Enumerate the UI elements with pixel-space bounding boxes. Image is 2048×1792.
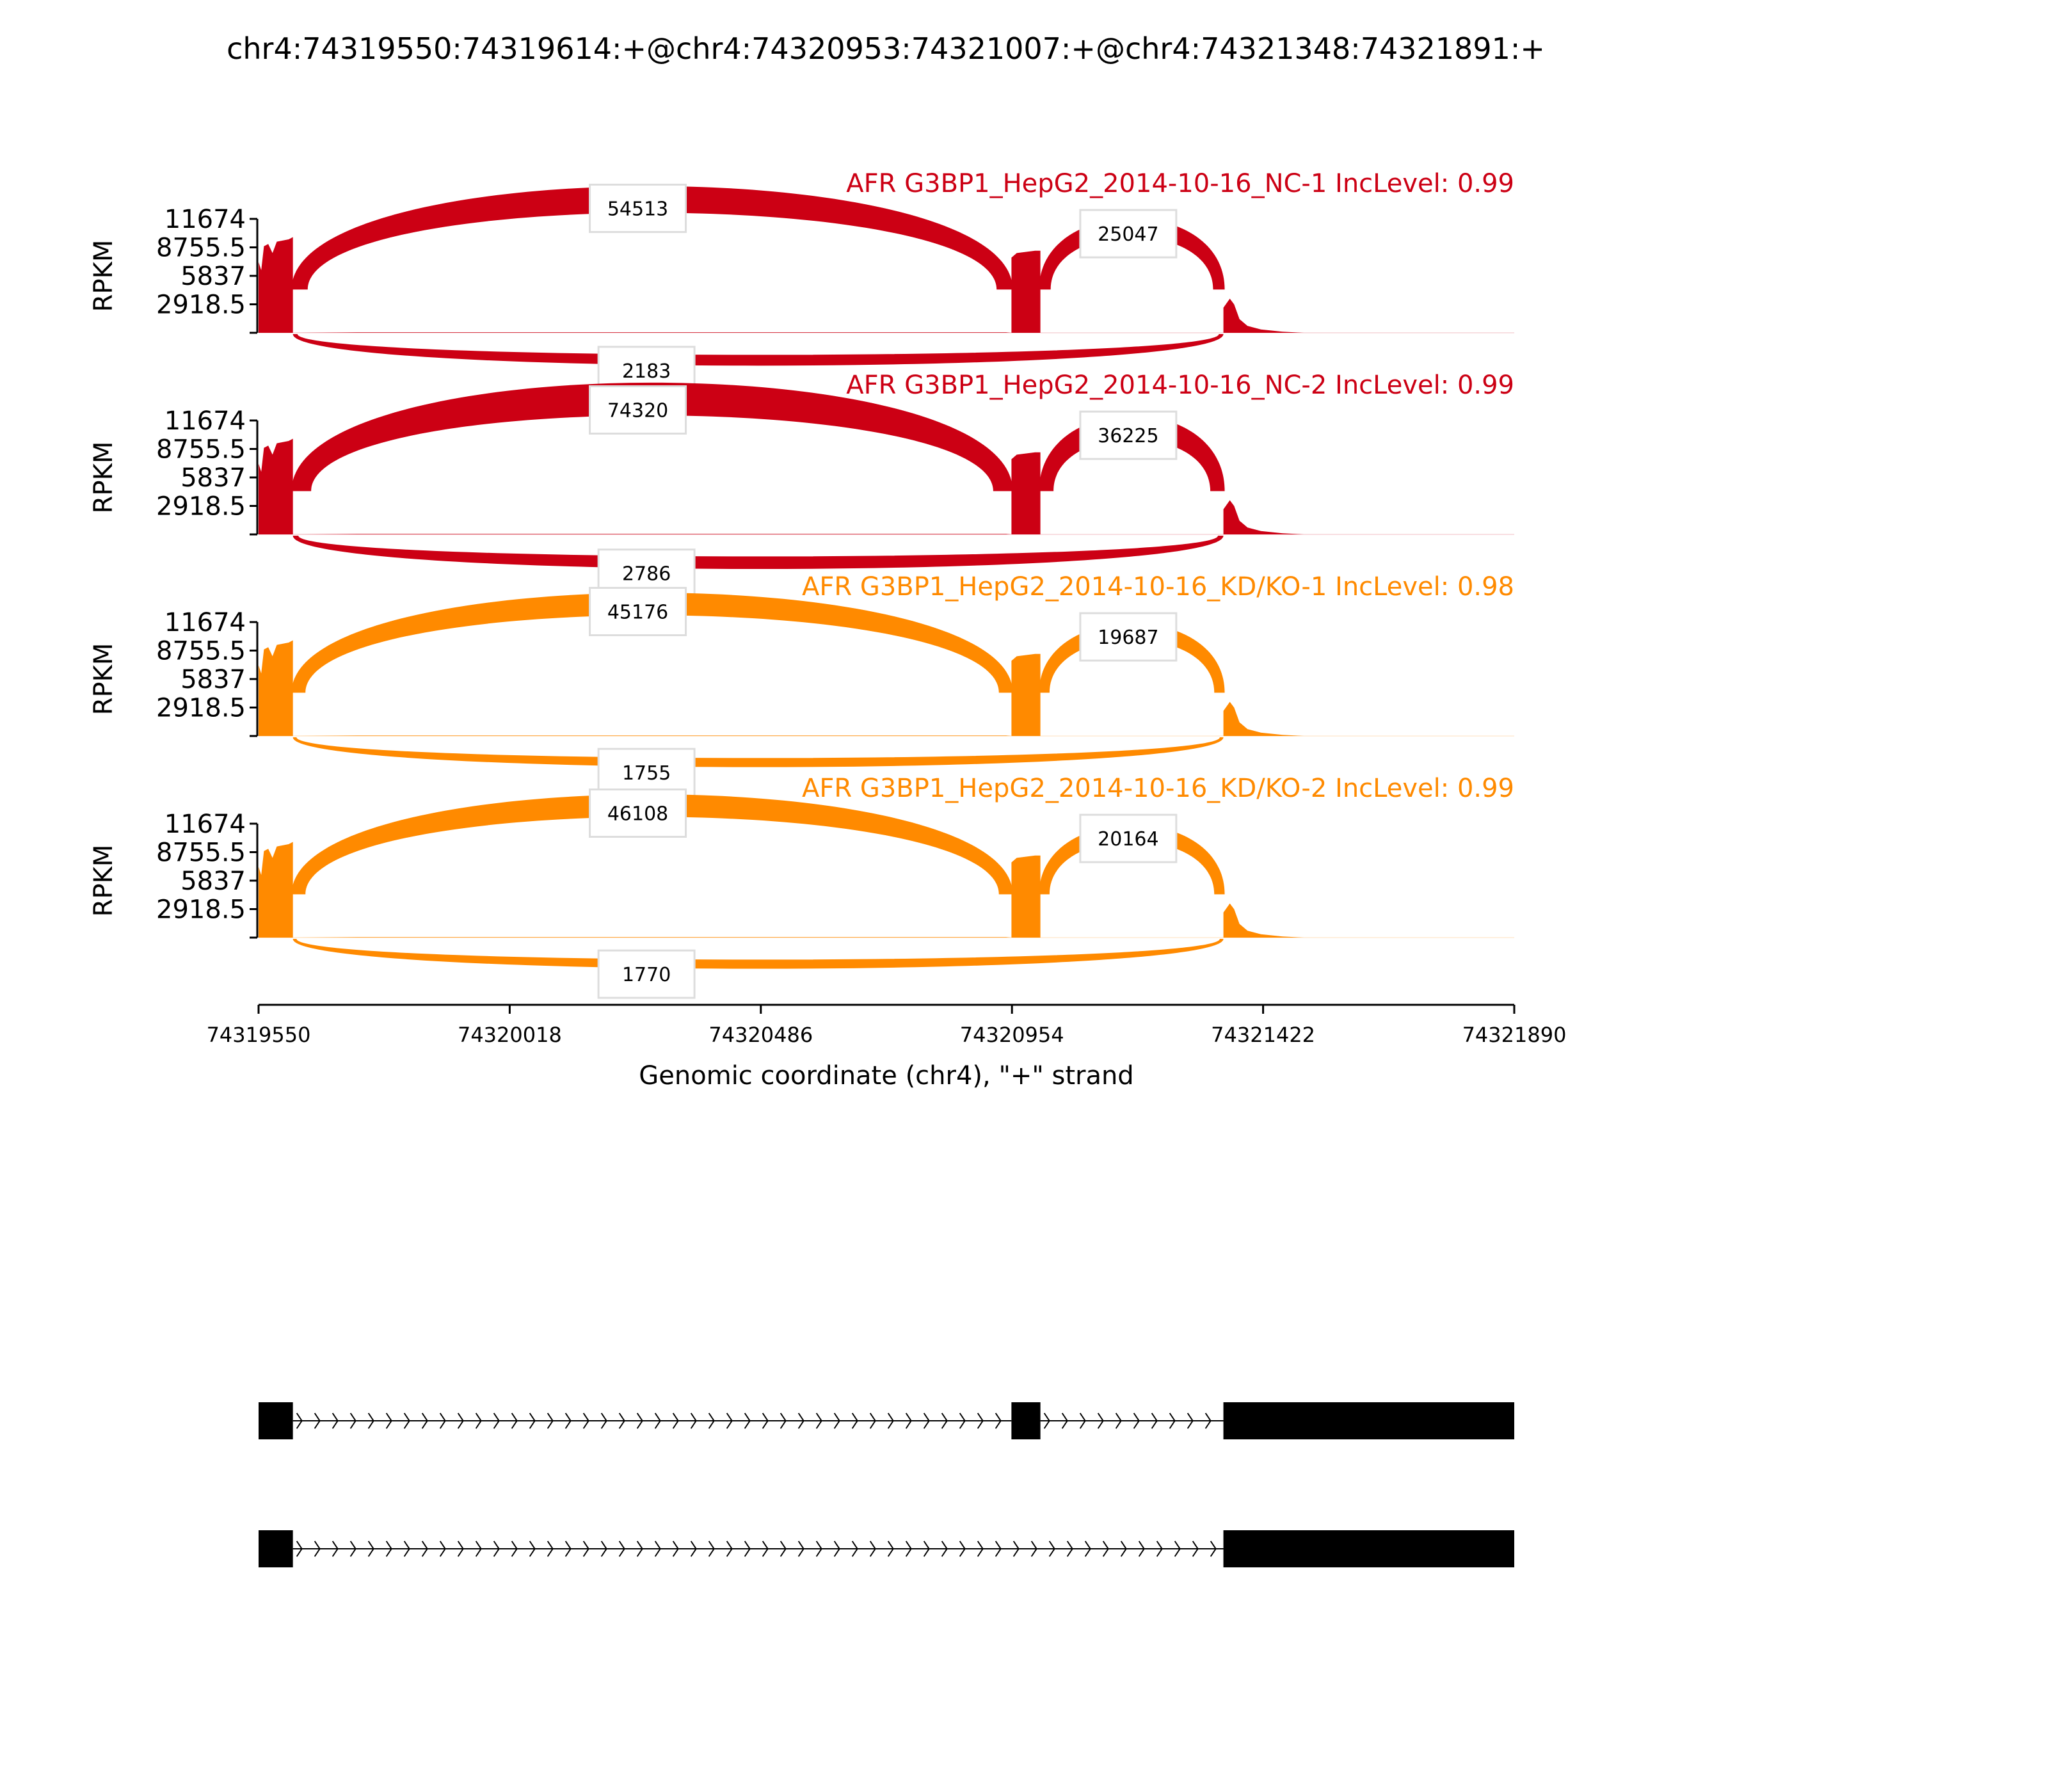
y-axis-label: RPKM xyxy=(89,643,118,716)
panel-sample-label: AFR G3BP1_HepG2_2014-10-16_KD/KO-2 IncLevel: 0.99 xyxy=(801,774,1514,803)
junction-count-label: 36225 xyxy=(1098,425,1159,448)
y-tick-label: 11674 xyxy=(164,810,246,839)
transcript-model xyxy=(259,1402,1514,1439)
sashimi-panel xyxy=(89,169,1514,394)
y-tick-label: 5837 xyxy=(180,463,246,493)
panel-sample-label: AFR G3BP1_HepG2_2014-10-16_NC-1 IncLevel: 0.99 xyxy=(846,169,1514,198)
exon-block xyxy=(259,1530,293,1567)
x-tick-label: 74320018 xyxy=(457,1023,562,1047)
y-tick-label: 11674 xyxy=(164,608,246,637)
y-tick-label: 8755.5 xyxy=(156,435,246,465)
y-tick-label: 2918.5 xyxy=(156,895,246,925)
y-tick-label: 5837 xyxy=(180,867,246,896)
sashimi-panel xyxy=(89,572,1514,796)
x-tick-label: 74320954 xyxy=(959,1023,1064,1047)
junction-arc xyxy=(293,737,1224,767)
sashimi-panel xyxy=(89,774,1514,998)
coverage-area xyxy=(259,237,1514,333)
y-tick-label: 2918.5 xyxy=(156,290,246,320)
junction-count-label: 54513 xyxy=(607,198,669,221)
junction-count-label: 45176 xyxy=(607,601,669,624)
x-tick-label: 74319550 xyxy=(206,1023,311,1047)
junction-count-label: 20164 xyxy=(1098,828,1159,851)
x-tick-label: 74321422 xyxy=(1211,1023,1316,1047)
y-tick-label: 11674 xyxy=(164,406,246,436)
y-tick-label: 2918.5 xyxy=(156,693,246,723)
exon-block xyxy=(1011,1402,1040,1439)
panel-sample-label: AFR G3BP1_HepG2_2014-10-16_KD/KO-1 IncLevel: 0.98 xyxy=(801,572,1514,602)
junction-arc xyxy=(293,334,1224,365)
transcript-models xyxy=(259,1402,1514,1567)
junction-count-label: 25047 xyxy=(1098,223,1159,246)
junction-count-label: 2786 xyxy=(621,563,671,586)
exon-block xyxy=(259,1402,293,1439)
y-tick-label: 8755.5 xyxy=(156,838,246,868)
y-tick-label: 8755.5 xyxy=(156,636,246,666)
sashimi-panel xyxy=(89,371,1514,597)
y-tick-label: 11674 xyxy=(164,205,246,234)
y-axis-label: RPKM xyxy=(89,441,118,514)
x-axis-label: Genomic coordinate (chr4), "+" strand xyxy=(639,1061,1134,1091)
figure-title: chr4:74319550:74319614:+@chr4:74320953:74321007:+@chr4:74321348:74321891:+ xyxy=(227,31,1545,66)
panel-sample-label: AFR G3BP1_HepG2_2014-10-16_NC-2 IncLevel: 0.99 xyxy=(846,371,1514,400)
y-tick-label: 2918.5 xyxy=(156,492,246,522)
y-tick-label: 8755.5 xyxy=(156,233,246,263)
y-axis-label: RPKM xyxy=(89,239,118,312)
coverage-area xyxy=(259,439,1514,535)
junction-arc xyxy=(293,536,1224,569)
y-axis-label: RPKM xyxy=(89,844,118,917)
junction-count-label: 74320 xyxy=(607,399,669,422)
x-tick-label: 74320486 xyxy=(708,1023,813,1047)
y-tick-label: 5837 xyxy=(180,665,246,694)
y-tick-label: 5837 xyxy=(180,262,246,291)
junction-count-label: 1755 xyxy=(621,762,671,785)
sashimi-panels xyxy=(89,169,1514,998)
junction-count-label: 1770 xyxy=(621,964,671,987)
genomic-x-axis xyxy=(207,1005,1567,1091)
coverage-area xyxy=(259,641,1514,737)
junction-count-label: 19687 xyxy=(1098,627,1159,650)
coverage-area xyxy=(259,842,1514,938)
transcript-model xyxy=(259,1530,1514,1567)
junction-count-label: 2183 xyxy=(621,360,671,383)
exon-block xyxy=(1224,1402,1514,1439)
junction-arc xyxy=(293,939,1224,969)
exon-block xyxy=(1224,1530,1514,1567)
x-tick-label: 74321890 xyxy=(1462,1023,1567,1047)
junction-count-label: 46108 xyxy=(607,803,669,826)
